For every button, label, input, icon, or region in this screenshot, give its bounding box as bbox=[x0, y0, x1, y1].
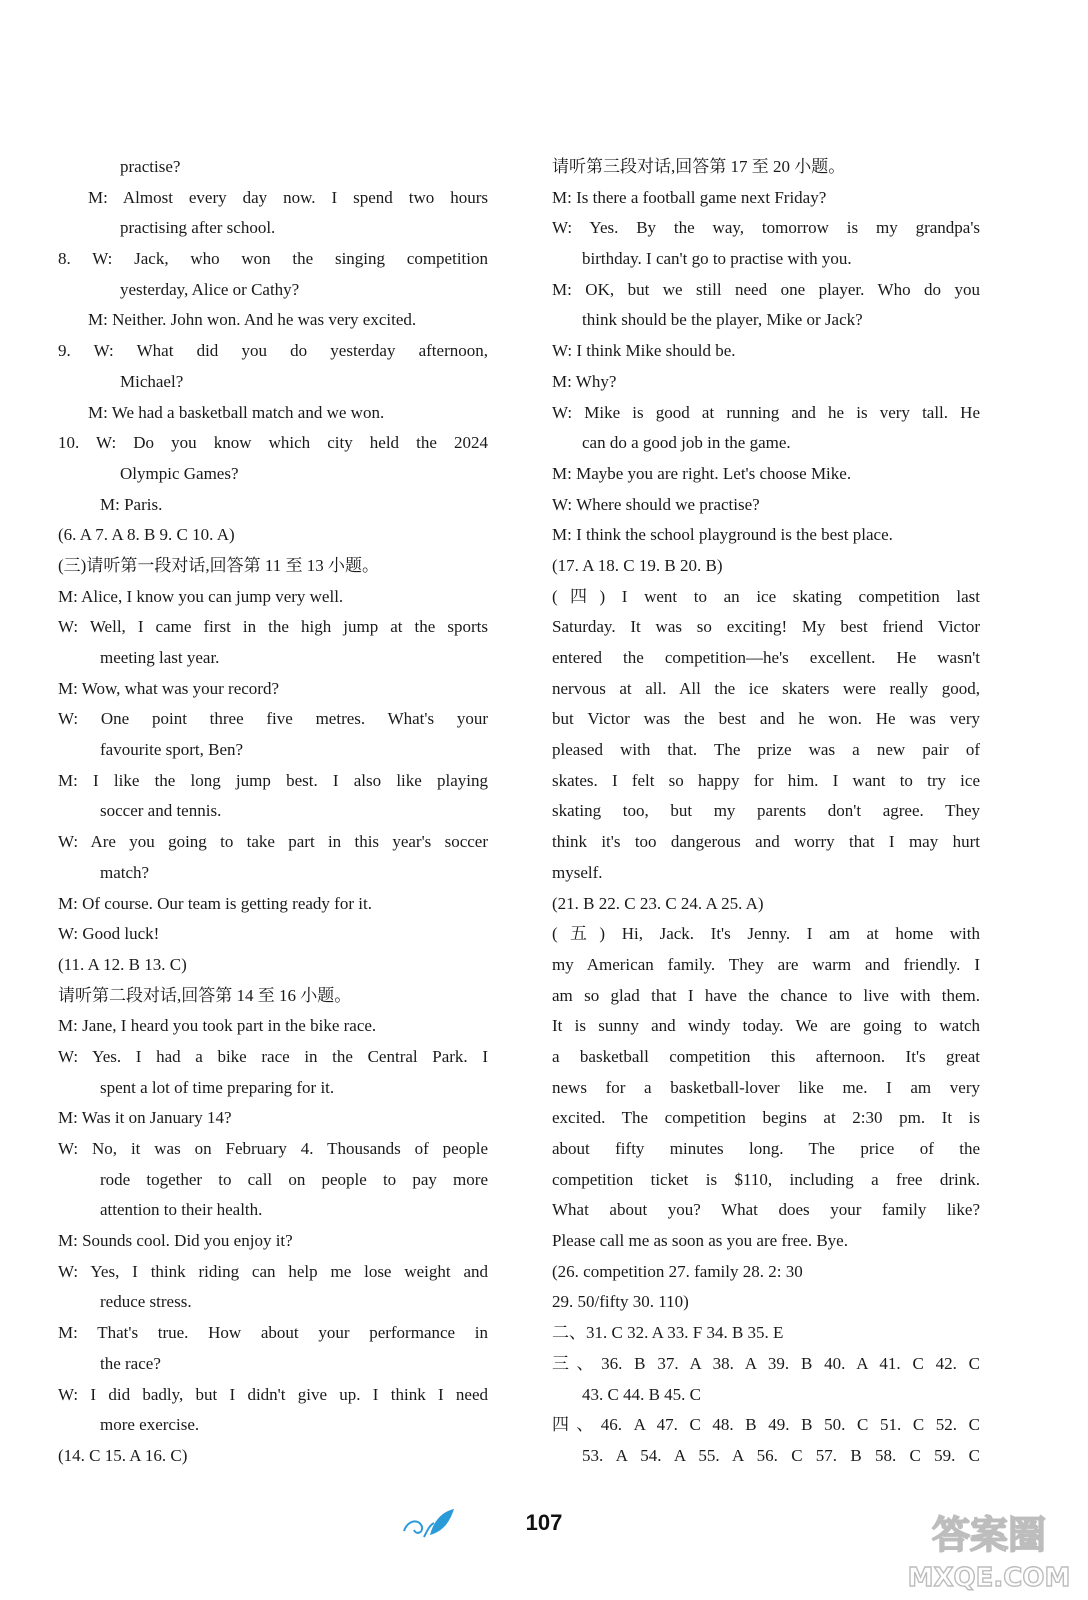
left-column-line: favourite sport, Ben? bbox=[100, 740, 244, 760]
left-column-line: M: That's true. How about your performance in bbox=[58, 1323, 488, 1343]
left-column-line: W: Well, I came first in the high jump at the sports bbox=[58, 617, 488, 637]
right-column-line: W: Yes. By the way, tomorrow is my grandpa's bbox=[552, 218, 980, 238]
left-column-line: M: Jane, I heard you took part in the bike race. bbox=[58, 1016, 377, 1036]
right-column-line: W: Where should we practise? bbox=[552, 494, 760, 514]
right-column-line: nervous at all. All the ice skaters were really good, bbox=[552, 678, 980, 698]
left-column-line: M: We had a basketball match and we won. bbox=[88, 402, 385, 422]
right-column-line: think it's too dangerous and worry that I may hurt bbox=[552, 832, 980, 852]
left-column-line: practise? bbox=[120, 157, 181, 176]
left-column bbox=[58, 152, 488, 1472]
right-column-line: (26. competition 27. family 28. 2: 30 bbox=[552, 1261, 803, 1281]
right-column-line: What about you? What does your family like? bbox=[552, 1200, 980, 1220]
right-column-line: 43. C 44. B 45. C bbox=[582, 1384, 702, 1404]
left-column-line: attention to their health. bbox=[100, 1200, 263, 1220]
left-column-line: 请听第二段对话,回答第 14 至 16 小题。 bbox=[58, 985, 352, 1005]
left-column-line: 8. W: Jack, who won the singing competition bbox=[58, 249, 488, 269]
right-column-line: about fifty minutes long. The price of the bbox=[552, 1139, 980, 1158]
right-column-line: pleased with that. The prize was a new pair of bbox=[552, 740, 980, 760]
right-column-line: news for a basketball-lover like me. I am very bbox=[552, 1077, 980, 1097]
right-column-line: M: Why? bbox=[552, 371, 617, 391]
right-column-line: 四、46. A 47. C 48. B 49. B 50. C 51. C 52. C bbox=[552, 1415, 980, 1435]
left-column-line: (14. C 15. A 16. C) bbox=[58, 1445, 188, 1465]
right-column-line: M: OK, but we still need one player. Who do you bbox=[552, 279, 980, 299]
left-column-line: M: Wow, what was your record? bbox=[58, 678, 279, 698]
right-column-line: Saturday. It was so exciting! My best friend Victor bbox=[552, 617, 980, 637]
left-column-line: Michael? bbox=[120, 371, 184, 391]
page-number: 107 bbox=[525, 1510, 563, 1535]
right-column-line: (五) Hi, Jack. It's Jenny. I am at home with bbox=[552, 924, 980, 944]
right-column-line: W: I think Mike should be. bbox=[552, 341, 736, 361]
right-column-line: a basketball competition this afternoon. It's great bbox=[552, 1046, 980, 1066]
right-column-line: birthday. I can't go to practise with you. bbox=[582, 249, 852, 269]
left-column-line: W: I did badly, but I didn't give up. I think I need bbox=[58, 1384, 488, 1404]
right-column-line: am so glad that I have the chance to live with them. bbox=[552, 985, 980, 1005]
left-column-line: W: Good luck! bbox=[58, 924, 160, 944]
right-column-line: competition ticket is $110, including a free drink. bbox=[552, 1169, 980, 1189]
right-column bbox=[552, 152, 980, 1472]
left-column-line: W: Yes, I think riding can help me lose weight and bbox=[58, 1261, 488, 1281]
left-column-line: W: No, it was on February 4. Thousands of people bbox=[58, 1139, 488, 1158]
right-column-line: 53. A 54. A 55. A 56. C 57. B 58. C 59. C bbox=[582, 1445, 980, 1465]
left-column-line: practising after school. bbox=[120, 218, 276, 238]
right-column-line: 29. 50/fifty 30. 110) bbox=[552, 1292, 689, 1312]
left-column-line: M: Almost every day now. I spend two hours bbox=[88, 187, 488, 207]
left-column-line: Olympic Games? bbox=[120, 463, 239, 483]
left-column-line: (三)请听第一段对话,回答第 11 至 13 小题。 bbox=[58, 555, 379, 575]
left-column-line: more exercise. bbox=[100, 1415, 200, 1435]
right-column-line: (17. A 18. C 19. B 20. B) bbox=[552, 555, 723, 575]
right-column-line: (四) I went to an ice skating competition last bbox=[552, 586, 980, 606]
watermark-top-text: 答案圈 bbox=[931, 1513, 1047, 1557]
right-column-line: It is sunny and windy today. We are going to watch bbox=[552, 1016, 980, 1036]
right-column-line: M: Is there a football game next Friday? bbox=[552, 187, 827, 207]
left-column-line: 10. W: Do you know which city held the 2024 bbox=[58, 433, 488, 453]
watermark-logo bbox=[904, 1502, 1074, 1592]
left-column-line: M: I like the long jump best. I also like playing bbox=[58, 770, 488, 790]
left-column-line: rode together to call on people to pay more bbox=[100, 1169, 488, 1189]
right-column-line: Please call me as soon as you are free. Bye. bbox=[552, 1231, 848, 1251]
right-column-line: W: Mike is good at running and he is very tall. He bbox=[552, 402, 980, 422]
right-column-line: 三、36. B 37. A 38. A 39. B 40. A 41. C 42. C bbox=[552, 1353, 980, 1373]
right-column-line: M: I think the school playground is the best place. bbox=[552, 525, 893, 545]
right-column-line: skates. I felt so happy for him. I want to try ice bbox=[552, 770, 980, 790]
left-column-line: yesterday, Alice or Cathy? bbox=[120, 279, 300, 299]
watermark-bottom-text: MXQE.COM bbox=[907, 1563, 1071, 1592]
left-column-line: M: Of course. Our team is getting ready for it. bbox=[58, 893, 372, 913]
right-column-line: skating too, but my parents don't agree. They bbox=[552, 801, 980, 821]
right-column-line: but Victor was the best and he won. He was very bbox=[552, 709, 980, 729]
left-column-line: the race? bbox=[100, 1353, 161, 1373]
left-column-line: W: One point three five metres. What's your bbox=[58, 709, 488, 729]
left-column-line: M: Paris. bbox=[100, 494, 163, 514]
left-column-line: W: Are you going to take part in this year's soccer bbox=[58, 832, 488, 852]
left-column-line: soccer and tennis. bbox=[100, 801, 222, 821]
right-column-line: can do a good job in the game. bbox=[582, 433, 791, 453]
right-column-line: think should be the player, Mike or Jack? bbox=[582, 310, 863, 330]
left-column-line: spent a lot of time preparing for it. bbox=[100, 1077, 335, 1097]
left-column-line: match? bbox=[100, 862, 150, 882]
right-column-line: myself. bbox=[552, 862, 603, 882]
left-column-line: (11. A 12. B 13. C) bbox=[58, 954, 187, 974]
left-column-line: M: Alice, I know you can jump very well. bbox=[58, 586, 344, 606]
left-column-line: M: Neither. John won. And he was very excited. bbox=[88, 310, 417, 330]
left-column-line: M: Was it on January 14? bbox=[58, 1108, 232, 1128]
left-column-line: 9. W: What did you do yesterday afternoon, bbox=[58, 341, 488, 361]
right-column-line: (21. B 22. C 23. C 24. A 25. A) bbox=[552, 893, 764, 913]
right-column-line: excited. The competition begins at 2:30 pm. It is bbox=[552, 1108, 980, 1128]
left-column-line: meeting last year. bbox=[100, 648, 220, 667]
right-column-line: M: Maybe you are right. Let's choose Mike. bbox=[552, 463, 852, 483]
left-column-line: reduce stress. bbox=[100, 1292, 192, 1312]
right-column-line: entered the competition—he's excellent. He wasn't bbox=[552, 648, 980, 667]
right-column-line: my American family. They are warm and friendly. I bbox=[552, 954, 980, 974]
right-column-line: 二、31. C 32. A 33. F 34. B 35. E bbox=[552, 1323, 784, 1343]
left-column-line: W: Yes. I had a bike race in the Central Park. I bbox=[58, 1046, 488, 1066]
right-column-line: 请听第三段对话,回答第 17 至 20 小题。 bbox=[552, 157, 846, 176]
left-column-line: (6. A 7. A 8. B 9. C 10. A) bbox=[58, 525, 235, 545]
left-column-line: M: Sounds cool. Did you enjoy it? bbox=[58, 1231, 293, 1251]
